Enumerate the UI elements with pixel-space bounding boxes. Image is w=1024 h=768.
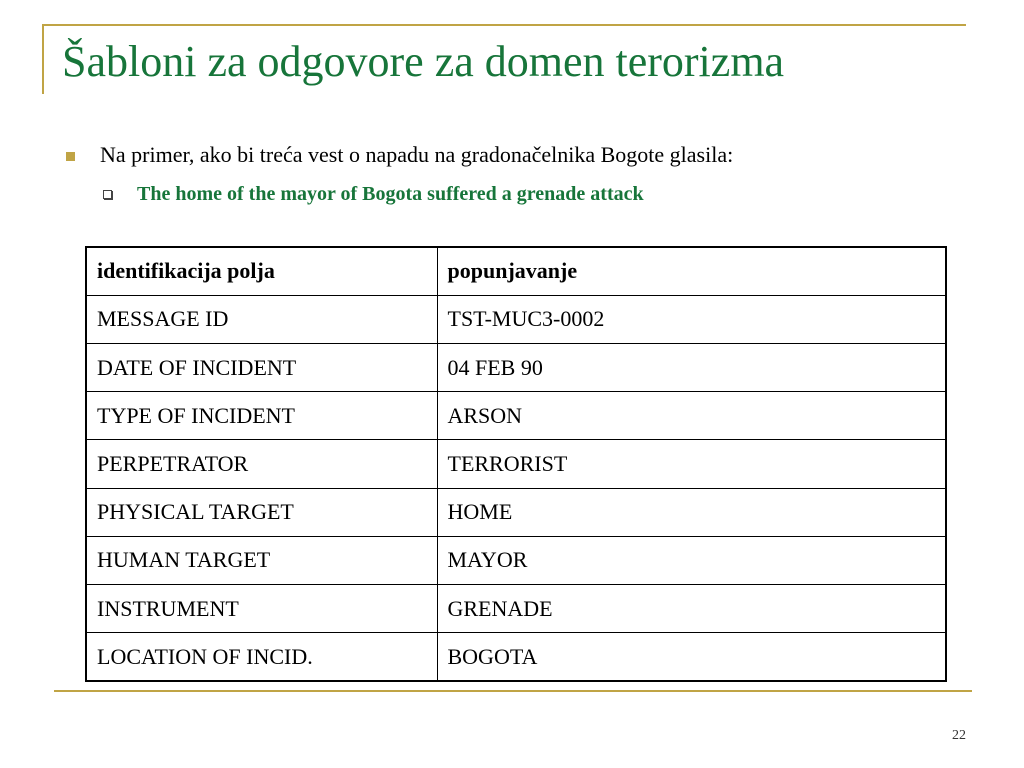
table-row <box>87 536 945 584</box>
field-value-cell: ARSON <box>437 392 945 440</box>
slide-title: Šabloni za odgovore za domen terorizma <box>62 37 785 86</box>
field-name-cell: PHYSICAL TARGET <box>87 488 437 536</box>
field-value-cell: HOME <box>437 488 945 536</box>
bottom-border-line <box>54 690 972 692</box>
field-name-cell: PERPETRATOR <box>87 440 437 488</box>
table-row <box>87 343 945 391</box>
bullet-item <box>66 141 733 170</box>
sub-bullet-item <box>103 181 644 207</box>
table-row <box>87 440 945 488</box>
field-value-cell: GRENADE <box>437 584 945 632</box>
square-bullet-icon <box>66 152 75 161</box>
table-row <box>87 295 945 343</box>
table-header-row <box>87 248 945 295</box>
field-name-cell: DATE OF INCIDENT <box>87 343 437 391</box>
field-value-cell: 04 FEB 90 <box>437 343 945 391</box>
table-row <box>87 392 945 440</box>
hollow-square-bullet-icon <box>103 190 112 199</box>
field-name-cell: MESSAGE ID <box>87 295 437 343</box>
page-number: 22 <box>952 728 966 743</box>
field-name-cell: LOCATION OF INCID. <box>87 633 437 680</box>
field-value-cell: TERRORIST <box>437 440 945 488</box>
top-border-line <box>42 24 966 26</box>
template-table-grid <box>87 248 945 680</box>
table-row <box>87 633 945 680</box>
table-row <box>87 584 945 632</box>
field-name-cell: HUMAN TARGET <box>87 536 437 584</box>
left-border-line <box>42 24 44 94</box>
field-value-cell: MAYOR <box>437 536 945 584</box>
field-name-cell: INSTRUMENT <box>87 584 437 632</box>
sub-bullet-text: The home of the mayor of Bogota suffered a grenade attack <box>137 183 644 205</box>
field-name-cell: TYPE OF INCIDENT <box>87 392 437 440</box>
column-header-field: identifikacija polja <box>87 248 437 295</box>
bullet-text: Na primer, ako bi treća vest o napadu na gradonačelnika Bogote glasila: <box>100 142 734 167</box>
column-header-value: popunjavanje <box>437 248 945 295</box>
field-value-cell: TST-MUC3-0002 <box>437 295 945 343</box>
field-value-cell: BOGOTA <box>437 633 945 680</box>
table-row <box>87 488 945 536</box>
template-table <box>85 246 947 682</box>
